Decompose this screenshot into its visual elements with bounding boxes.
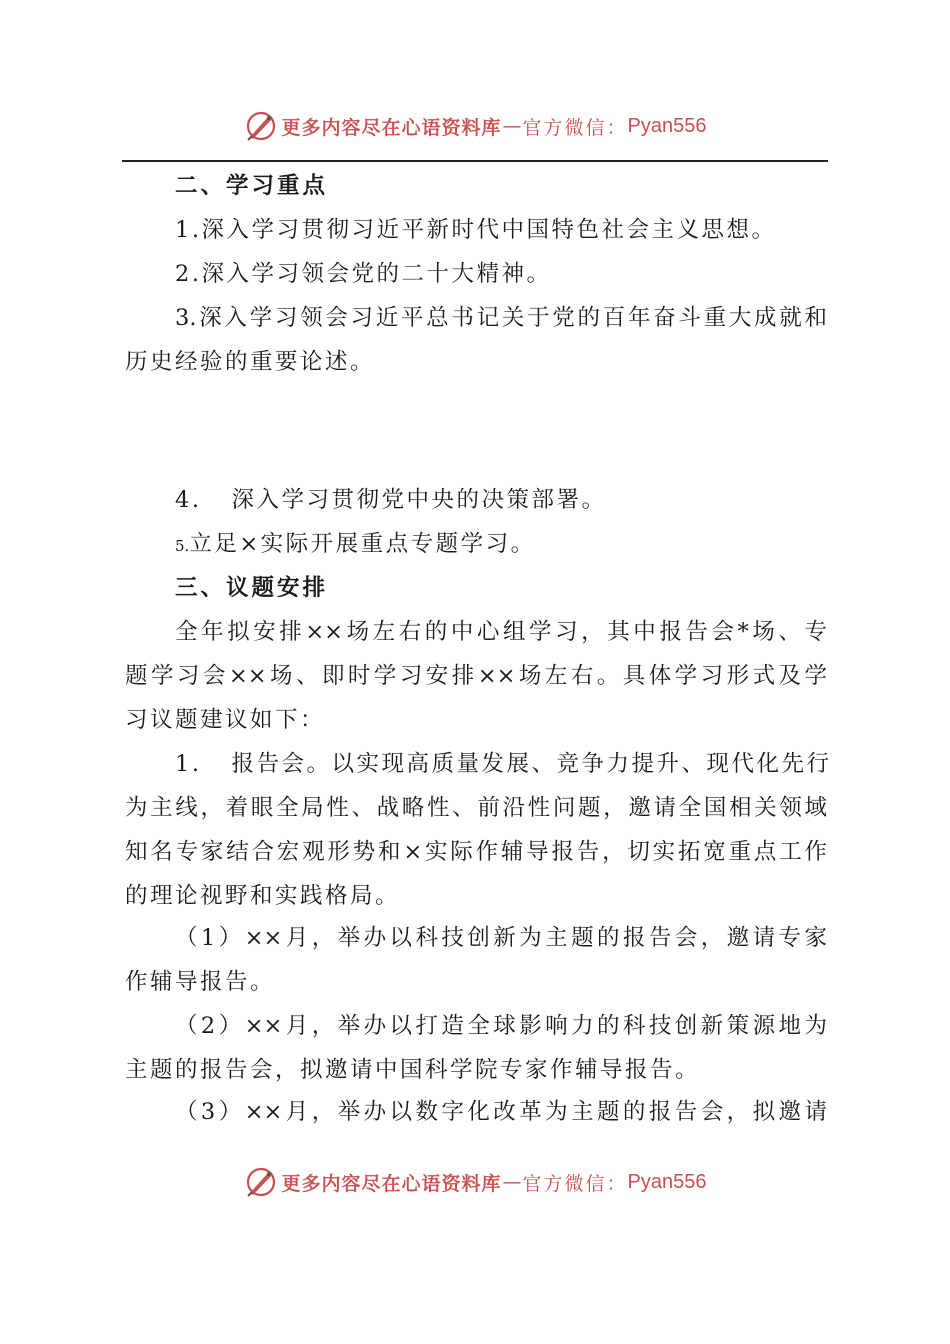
banner-wechat-id: Pyan556: [627, 114, 707, 137]
header-rule: [122, 160, 828, 162]
sub-item-2-line-1: （2）××月，举办以打造全球影响力的科技创新策源地为: [175, 1013, 827, 1039]
footer-watermark: [0, 1162, 950, 1202]
banner-dash: —: [502, 115, 522, 137]
intro-line-3: 习议题建议如下：: [125, 707, 326, 733]
focus-item-1: 1.深入学习贯彻习近平新时代中国特色社会主义思想。: [175, 217, 777, 243]
intro-line-1: 全年拟安排××场左右的中心组学习，其中报告会*场、专: [175, 619, 827, 645]
banner-wechat-id: Pyan556: [627, 1170, 707, 1193]
format-1-line-4: 的理论视野和实践格局。: [125, 883, 401, 909]
banner-wechat-label: 官方微信：: [522, 116, 628, 139]
format-1-text: 报告会。以实现高质量发展、竞争力提升、现代化先行: [231, 751, 832, 777]
banner-site-text: 更多内容尽在心语资料库: [281, 1172, 502, 1195]
focus-item-5: [125, 524, 827, 564]
focus-item-4-text: 深入学习贯彻党中央的决策部署。: [231, 487, 607, 513]
format-1-line-2: 为主线，着眼全局性、战略性、前沿性问题，邀请全国相关领域: [125, 795, 827, 821]
section-heading-3: 三、议题安排: [175, 575, 329, 601]
banner-wechat-label: 官方微信：: [522, 1172, 628, 1195]
sub-item-1-line-2: 作辅导报告。: [125, 969, 276, 995]
sub-item-2-line-2: 主题的报告会，拟邀请中国科学院专家作辅导报告。: [125, 1057, 701, 1083]
format-1-line-3: 知名专家结合宏观形势和×实际作辅导报告，切实拓宽重点工作: [125, 839, 827, 865]
sub-item-3-line-1: （3）××月，举办以数字化改革为主题的报告会，拟邀请: [175, 1099, 827, 1125]
header-watermark: [0, 106, 950, 146]
section-heading-2: 二、学习重点: [175, 173, 329, 199]
banner-dash: —: [502, 1171, 522, 1193]
focus-item-5-text: 立足×实际开展重点专题学习。: [189, 531, 536, 557]
format-1-number: 1.: [175, 751, 202, 777]
banner-site-text: 更多内容尽在心语资料库: [281, 116, 502, 139]
focus-item-4: [125, 480, 827, 520]
focus-item-3-line-1: 3.深入学习领会习近平总书记关于党的百年奋斗重大成就和: [175, 305, 827, 331]
pen-logo-icon: [244, 1165, 278, 1199]
sub-item-1-line-1: （1）××月，举办以科技创新为主题的报告会，邀请专家: [175, 925, 827, 951]
intro-line-2: 题学习会××场、即时学习安排××场左右。具体学习形式及学: [125, 663, 827, 689]
focus-item-5-number: 5.: [175, 537, 190, 555]
focus-item-2: 2.深入学习领会党的二十大精神。: [175, 261, 552, 287]
pen-logo-icon: [244, 109, 278, 143]
focus-item-4-number: 4.: [175, 487, 202, 513]
format-1-line-1: [125, 744, 832, 784]
focus-item-3-line-2: 历史经验的重要论述。: [125, 349, 376, 375]
